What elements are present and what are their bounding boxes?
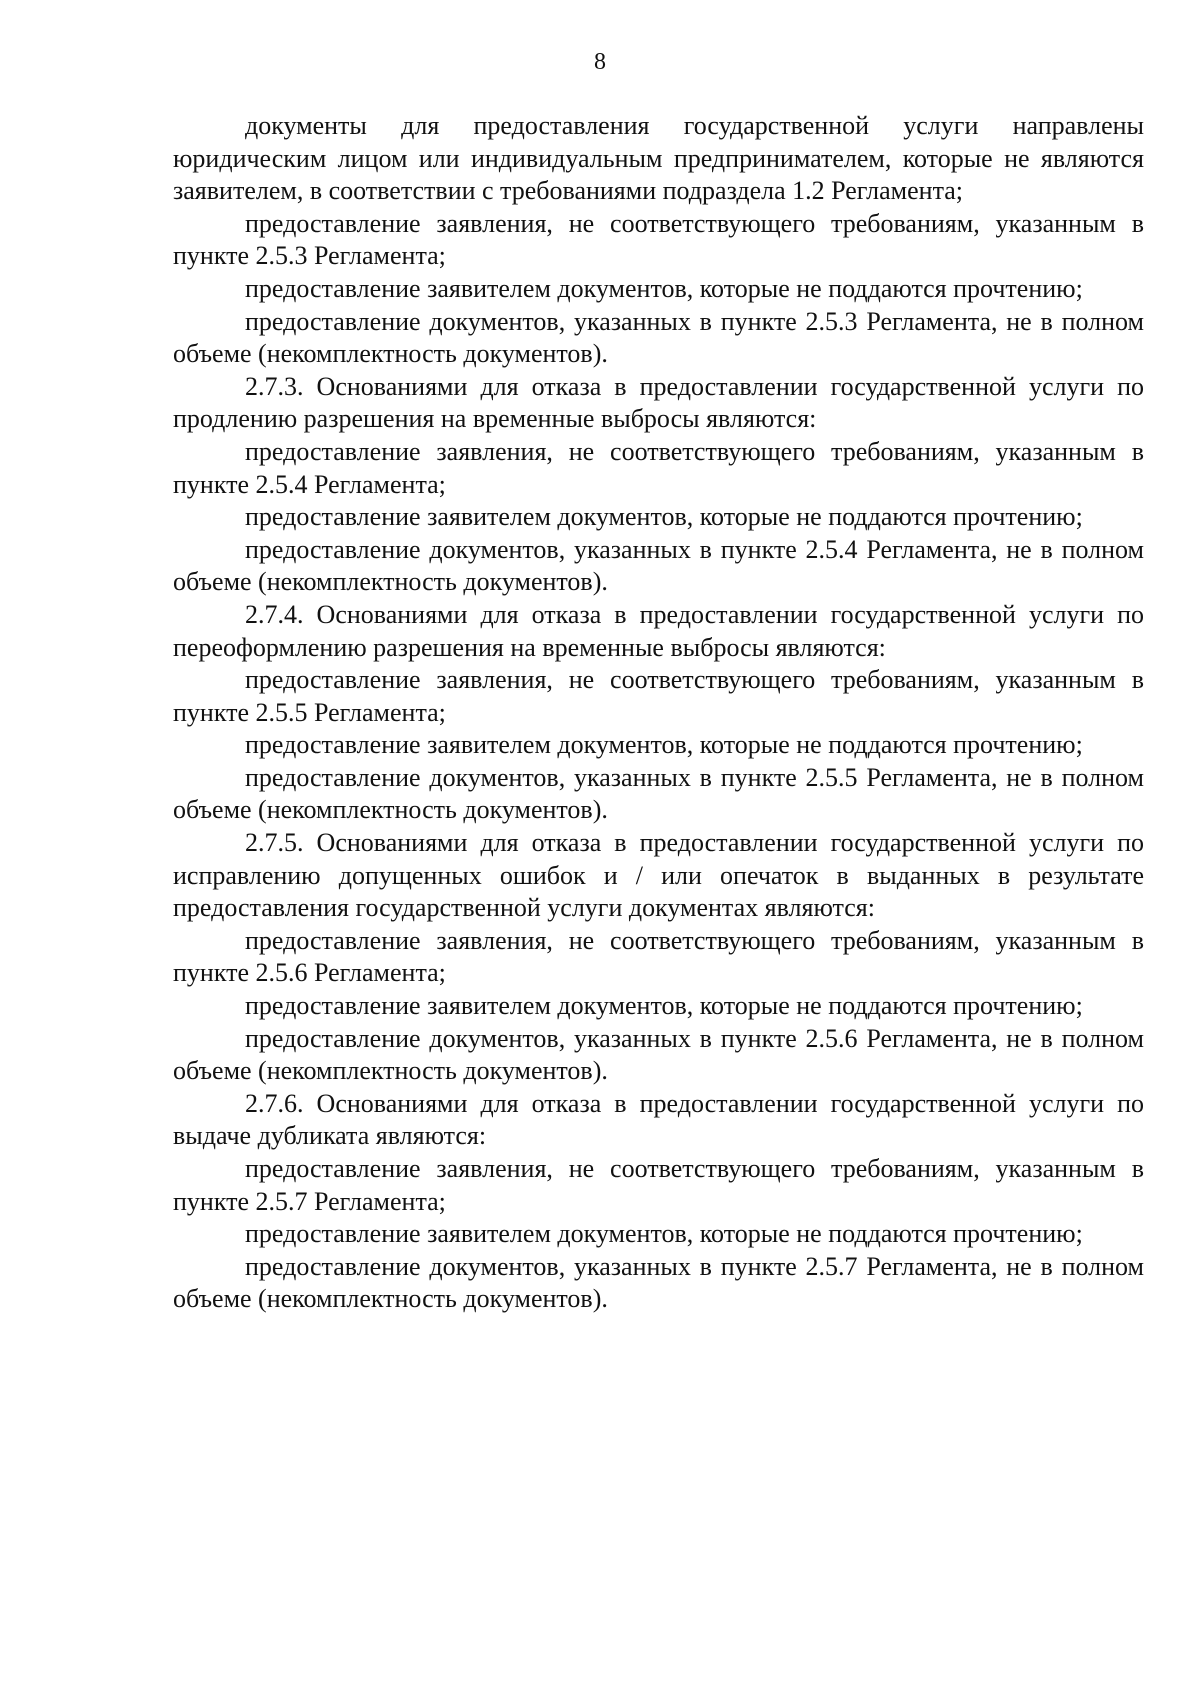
page-number: 8 bbox=[594, 49, 606, 75]
paragraph: предоставление заявления, не соответствующего требованиям, указанным в пункте 2.5.6 Регламента; bbox=[173, 925, 1144, 988]
paragraph: документы для предоставления государственной услуги направлены юридическим лицом или индивидуальным предпринимателем, которые не являются заявителем, в соответствии с требованиями подраздела 1.2 Регламента; bbox=[173, 111, 1144, 206]
document-body bbox=[173, 110, 1144, 1316]
paragraph: предоставление заявителем документов, которые не поддаются прочтению; bbox=[245, 273, 1083, 303]
paragraph: предоставление документов, указанных в пункте 2.5.3 Регламента, не в полном объеме (некомплектность документов). bbox=[173, 306, 1144, 369]
paragraph: предоставление заявления, не соответствующего требованиям, указанным в пункте 2.5.5 Регламента; bbox=[173, 665, 1144, 727]
paragraph: предоставление документов, указанных в пункте 2.5.5 Регламента, не в полном объеме (некомплектность документов). bbox=[173, 762, 1144, 825]
paragraph: предоставление заявителем документов, которые не поддаются прочтению; bbox=[245, 730, 1083, 760]
paragraph: предоставление заявителем документов, которые не поддаются прочтению; bbox=[245, 991, 1083, 1021]
paragraph: предоставление документов, указанных в пункте 2.5.4 Регламента, не в полном объеме (некомплектность документов). bbox=[173, 534, 1144, 597]
section-paragraph-2-7-5: 2.7.5. Основаниями для отказа в предоставлении государственной услуги по исправлению допущенных ошибок и / или опечаток в выданных в результате предоставления государственной услуги документах являются: bbox=[173, 828, 1144, 923]
paragraph: предоставление документов, указанных в пункте 2.5.6 Регламента, не в полном объеме (некомплектность документов). bbox=[173, 1023, 1144, 1086]
paragraph: предоставление документов, указанных в пункте 2.5.7 Регламента, не в полном объеме (некомплектность документов). bbox=[173, 1251, 1144, 1314]
paragraph: предоставление заявления, не соответствующего требованиям, указанным в пункте 2.5.3 Регламента; bbox=[173, 208, 1144, 271]
paragraph: предоставление заявителем документов, которые не поддаются прочтению; bbox=[245, 502, 1083, 532]
paragraph: предоставление заявления, не соответствующего требованиям, указанным в пункте 2.5.7 Регламента; bbox=[173, 1154, 1144, 1216]
section-paragraph-2-7-6: 2.7.6. Основаниями для отказа в предоставлении государственной услуги по выдаче дубликата являются: bbox=[173, 1088, 1144, 1151]
section-paragraph-2-7-4: 2.7.4. Основаниями для отказа в предоставлении государственной услуги по переоформлению разрешения на временные выбросы являются: bbox=[173, 599, 1144, 662]
section-paragraph-2-7-3: 2.7.3. Основаниями для отказа в предоставлении государственной услуги по продлению разрешения на временные выбросы являются: bbox=[173, 371, 1144, 434]
paragraph: предоставление заявления, не соответствующего требованиям, указанным в пункте 2.5.4 Регламента; bbox=[173, 436, 1144, 499]
paragraph: предоставление заявителем документов, которые не поддаются прочтению; bbox=[245, 1219, 1083, 1249]
